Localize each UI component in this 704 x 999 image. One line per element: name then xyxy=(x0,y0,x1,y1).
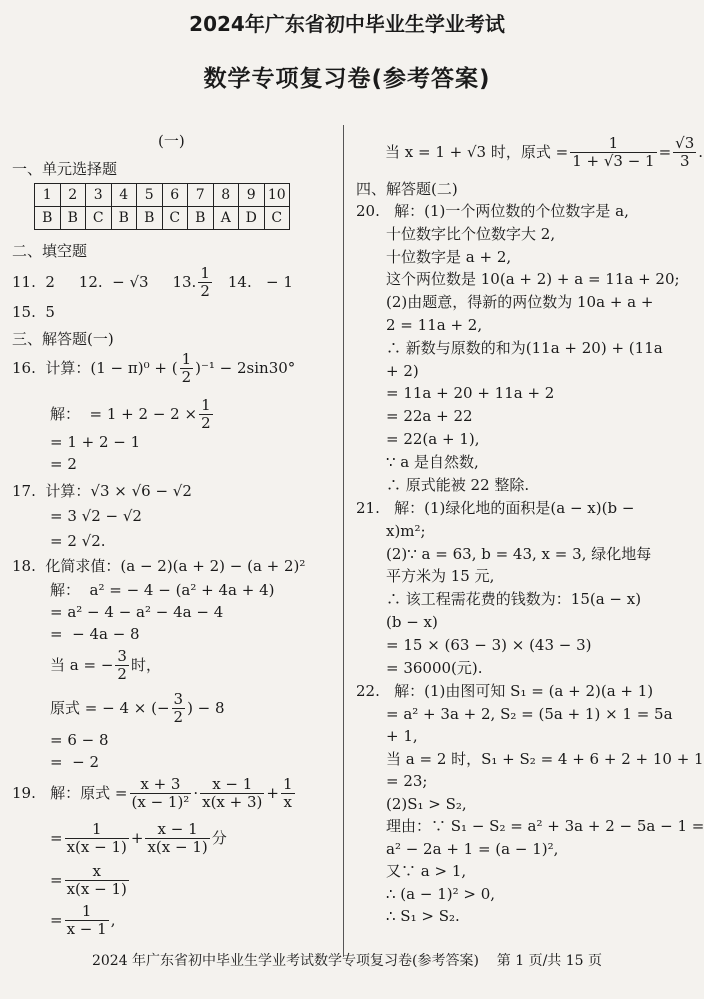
table-cell: D xyxy=(239,207,265,230)
q22-line: = 23; xyxy=(386,772,428,790)
q20-line: ∵ a 是自然数, xyxy=(386,452,479,471)
operator: = xyxy=(50,871,63,889)
fill-answer-15: 15. 5 xyxy=(12,303,55,321)
fraction xyxy=(198,265,212,300)
q18-step5-text-a: 原式 = − 4 × (− xyxy=(50,699,170,717)
operator: + xyxy=(130,829,144,847)
q20-line: ∴ 原式能被 22 整除. xyxy=(386,475,530,494)
q18-step-4 xyxy=(50,645,161,685)
question-22 xyxy=(356,680,704,928)
q22-line: 22. 解：(1)由图可知 S₁ = (a + 2)(a + 1) xyxy=(356,682,654,700)
fraction xyxy=(65,903,109,938)
numerator: 1 xyxy=(181,349,192,368)
denominator: x(x − 1) xyxy=(66,837,127,856)
column-divider xyxy=(343,125,344,957)
table-cell: 8 xyxy=(213,184,239,207)
q18-step-6: = 6 − 8 xyxy=(50,731,109,749)
numerator: x xyxy=(65,863,129,881)
q22-line: 理由：∵ S₁ − S₂ = a² + 3a + 2 − 5a − 1 = xyxy=(386,817,704,835)
table-cell: 9 xyxy=(239,184,265,207)
numerator: √3 xyxy=(675,133,695,152)
q21-line: 21. 解：(1)绿化地的面积是(a − x)(b − xyxy=(356,499,635,517)
table-cell: B xyxy=(60,207,86,230)
denominator: 2 xyxy=(117,664,127,683)
q20-line: 20. 解：(1)一个两位数的个位数字是 a, xyxy=(356,202,629,220)
q22-line: + 1, xyxy=(386,727,418,745)
numerator: x − 1 xyxy=(200,776,264,794)
q21-line: ∴ 该工程需花费的钱数为：15(a − x) xyxy=(386,590,642,609)
q21-line: (b − x) xyxy=(386,612,438,631)
answer-table-numbers-row xyxy=(35,184,290,207)
table-cell: 2 xyxy=(60,184,86,207)
denominator: 3 xyxy=(679,151,690,170)
q19-step-3 xyxy=(50,900,115,940)
q20-line: 十位数字是 a + 2, xyxy=(386,247,512,266)
question-19 xyxy=(12,773,297,813)
question-20 xyxy=(356,200,680,496)
fraction xyxy=(172,691,186,726)
q21-line: x)m²; xyxy=(386,521,426,540)
question-21 xyxy=(356,497,651,679)
q16-step1-text: 解： = 1 + 2 − 2 × xyxy=(50,405,198,423)
fraction xyxy=(673,135,696,170)
q19-step-1 xyxy=(50,818,227,858)
q20-line: 十位数字比个位数字大 2, xyxy=(386,224,556,243)
question-16 xyxy=(12,348,295,388)
q20-line: = 11a + 20 + 11a + 2 xyxy=(386,384,555,403)
section-fill-heading: 二、填空题 xyxy=(12,242,88,260)
table-cell: 5 xyxy=(137,184,163,207)
operator: + xyxy=(266,784,279,802)
answer-table xyxy=(34,183,290,230)
fraction xyxy=(180,351,194,386)
operator: · xyxy=(193,784,199,802)
fraction xyxy=(115,648,129,683)
q21-line: (2)∵ a = 63, b = 43, x = 3, 绿化地每 xyxy=(386,544,652,563)
q19-result xyxy=(385,132,703,172)
table-cell: 1 xyxy=(35,184,61,207)
fraction xyxy=(65,821,129,856)
document-title: 2024年广东省初中毕业生学业考试 xyxy=(189,12,505,36)
denominator: 2 xyxy=(201,413,211,432)
q16-step-3: = 2 xyxy=(50,455,77,473)
q22-line: ∴ (a − 1)² > 0, xyxy=(386,884,496,903)
q18-step-7: = − 2 xyxy=(50,753,99,771)
table-cell: B xyxy=(137,207,163,230)
table-cell: C xyxy=(162,207,188,230)
q18-step-1: 解： a² = − 4 − (a² + 4a + 4) xyxy=(50,581,275,599)
denominator: 2 xyxy=(181,367,192,386)
q22-line: ∴ S₁ > S₂. xyxy=(386,907,460,925)
q18-step-5 xyxy=(50,688,225,728)
numerator: 1 xyxy=(200,263,210,282)
fraction xyxy=(281,776,295,811)
question-17: 17. 计算：√3 × √6 − √2 xyxy=(12,482,192,500)
q20-line: (2)由题意，得新的两位数为 10a + a + xyxy=(386,293,654,312)
q16-step-1 xyxy=(50,394,215,434)
table-cell: B xyxy=(188,207,214,230)
denominator: x − 1 xyxy=(66,919,107,938)
table-cell: C xyxy=(86,207,112,230)
q16-text-a: 16. 计算：(1 − π)⁰ + ( xyxy=(12,359,178,377)
denominator: (x − 1)² xyxy=(131,792,190,811)
q18-step4-text-b: 时， xyxy=(130,656,161,674)
q22-line: = a² + 3a + 2, S₂ = (5a + 1) × 1 = 5a xyxy=(386,704,673,723)
denominator: x(x − 1) xyxy=(66,879,127,898)
fraction xyxy=(145,821,209,856)
denominator: 1 + √3 − 1 xyxy=(572,151,655,170)
q18-step4-text-a: 当 a = − xyxy=(50,656,114,674)
section-solve2-heading: 四、解答题(二) xyxy=(356,180,458,198)
document-subtitle: 数学专项复习卷(参考答案) xyxy=(203,66,491,92)
answer-table-answers-row xyxy=(35,207,290,230)
fraction xyxy=(130,776,192,811)
table-cell: B xyxy=(111,207,137,230)
operator: = xyxy=(658,143,672,161)
q22-line: 又∵ a > 1, xyxy=(386,862,467,880)
table-cell: 6 xyxy=(162,184,188,207)
numerator: 1 xyxy=(570,135,656,153)
punctuation: . xyxy=(698,143,704,161)
numerator: 3 xyxy=(117,646,127,665)
question-18: 18. 化简求值：(a − 2)(a + 2) − (a + 2)² xyxy=(12,557,306,575)
fill-14-text: 14. − 1 xyxy=(227,273,293,291)
fraction xyxy=(570,135,656,170)
numerator: 1 xyxy=(282,774,293,793)
numerator: x − 1 xyxy=(145,821,209,839)
table-cell: 7 xyxy=(188,184,214,207)
fill-11-13-text: 11. 2 12. − √3 13. xyxy=(12,273,197,291)
fraction xyxy=(65,863,129,898)
section-choice-heading: 一、单元选择题 xyxy=(12,160,118,178)
q21-line: = 15 × (63 − 3) × (43 − 3) xyxy=(386,635,592,654)
fraction xyxy=(200,776,264,811)
operator: = xyxy=(50,829,63,847)
q16-text-b: )⁻¹ − 2sin30° xyxy=(195,359,296,377)
q21-line: = 36000(元). xyxy=(386,658,483,677)
q19-step1-tail: 分 xyxy=(211,829,227,847)
q18-step-3: = − 4a − 8 xyxy=(50,625,140,643)
q19-step-2 xyxy=(50,860,131,900)
denominator: x(x + 3) xyxy=(202,792,263,811)
q17-step-2: = 2 √2. xyxy=(50,532,106,550)
table-cell: A xyxy=(213,207,239,230)
q22-line: (2)S₁ > S₂, xyxy=(386,794,467,813)
q20-line: 2 = 11a + 2, xyxy=(386,315,483,334)
section-solve1-heading: 三、解答题(一) xyxy=(12,330,114,348)
q22-line: a² − 2a + 1 = (a − 1)², xyxy=(386,839,559,858)
q20-line: = 22(a + 1), xyxy=(386,429,480,448)
q22-line: 当 a = 2 时，S₁ + S₂ = 4 + 6 + 2 + 10 + 1 xyxy=(386,749,704,768)
denominator: x(x − 1) xyxy=(147,837,208,856)
fraction xyxy=(199,397,213,432)
q19-text: 19. 解：原式 = xyxy=(12,784,128,802)
denominator: 2 xyxy=(173,707,184,726)
table-cell: C xyxy=(264,207,290,230)
denominator: x xyxy=(283,792,292,811)
table-cell: 10 xyxy=(264,184,290,207)
numerator: x + 3 xyxy=(130,776,192,794)
q20-line: = 22a + 22 xyxy=(386,407,473,426)
operator: = xyxy=(50,911,63,929)
fill-answers-11-14 xyxy=(12,262,293,302)
q20-line: ∴ 新数与原数的和为(11a + 20) + (11a xyxy=(386,338,663,357)
q18-step-2: = a² − 4 − a² − 4a − 4 xyxy=(50,603,224,621)
page-footer: 2024 年广东省初中毕业生学业考试数学专项复习卷(参考答案) 第 1 页/共 15 页 xyxy=(91,953,603,969)
q19-result-text: 当 x = 1 + √3 时，原式 = xyxy=(385,143,569,161)
q20-line: 这个两位数是 10(a + 2) + a = 11a + 20; xyxy=(386,270,680,289)
numerator: 3 xyxy=(173,689,184,708)
denominator: 2 xyxy=(200,281,210,300)
numerator: 1 xyxy=(201,395,211,414)
q20-line: + 2) xyxy=(386,361,419,380)
section-number: (一) xyxy=(158,132,185,150)
table-cell: B xyxy=(35,207,61,230)
numerator: 1 xyxy=(65,821,129,839)
q18-step5-text-b: ) − 8 xyxy=(187,699,225,717)
q19-step3-tail: , xyxy=(110,911,116,929)
q21-line: 平方米为 15 元, xyxy=(386,567,495,586)
q17-step-1: = 3 √2 − √2 xyxy=(50,507,142,525)
table-cell: 4 xyxy=(111,184,137,207)
numerator: 1 xyxy=(65,903,109,921)
table-cell: 3 xyxy=(86,184,112,207)
q16-step-2: = 1 + 2 − 1 xyxy=(50,433,141,451)
